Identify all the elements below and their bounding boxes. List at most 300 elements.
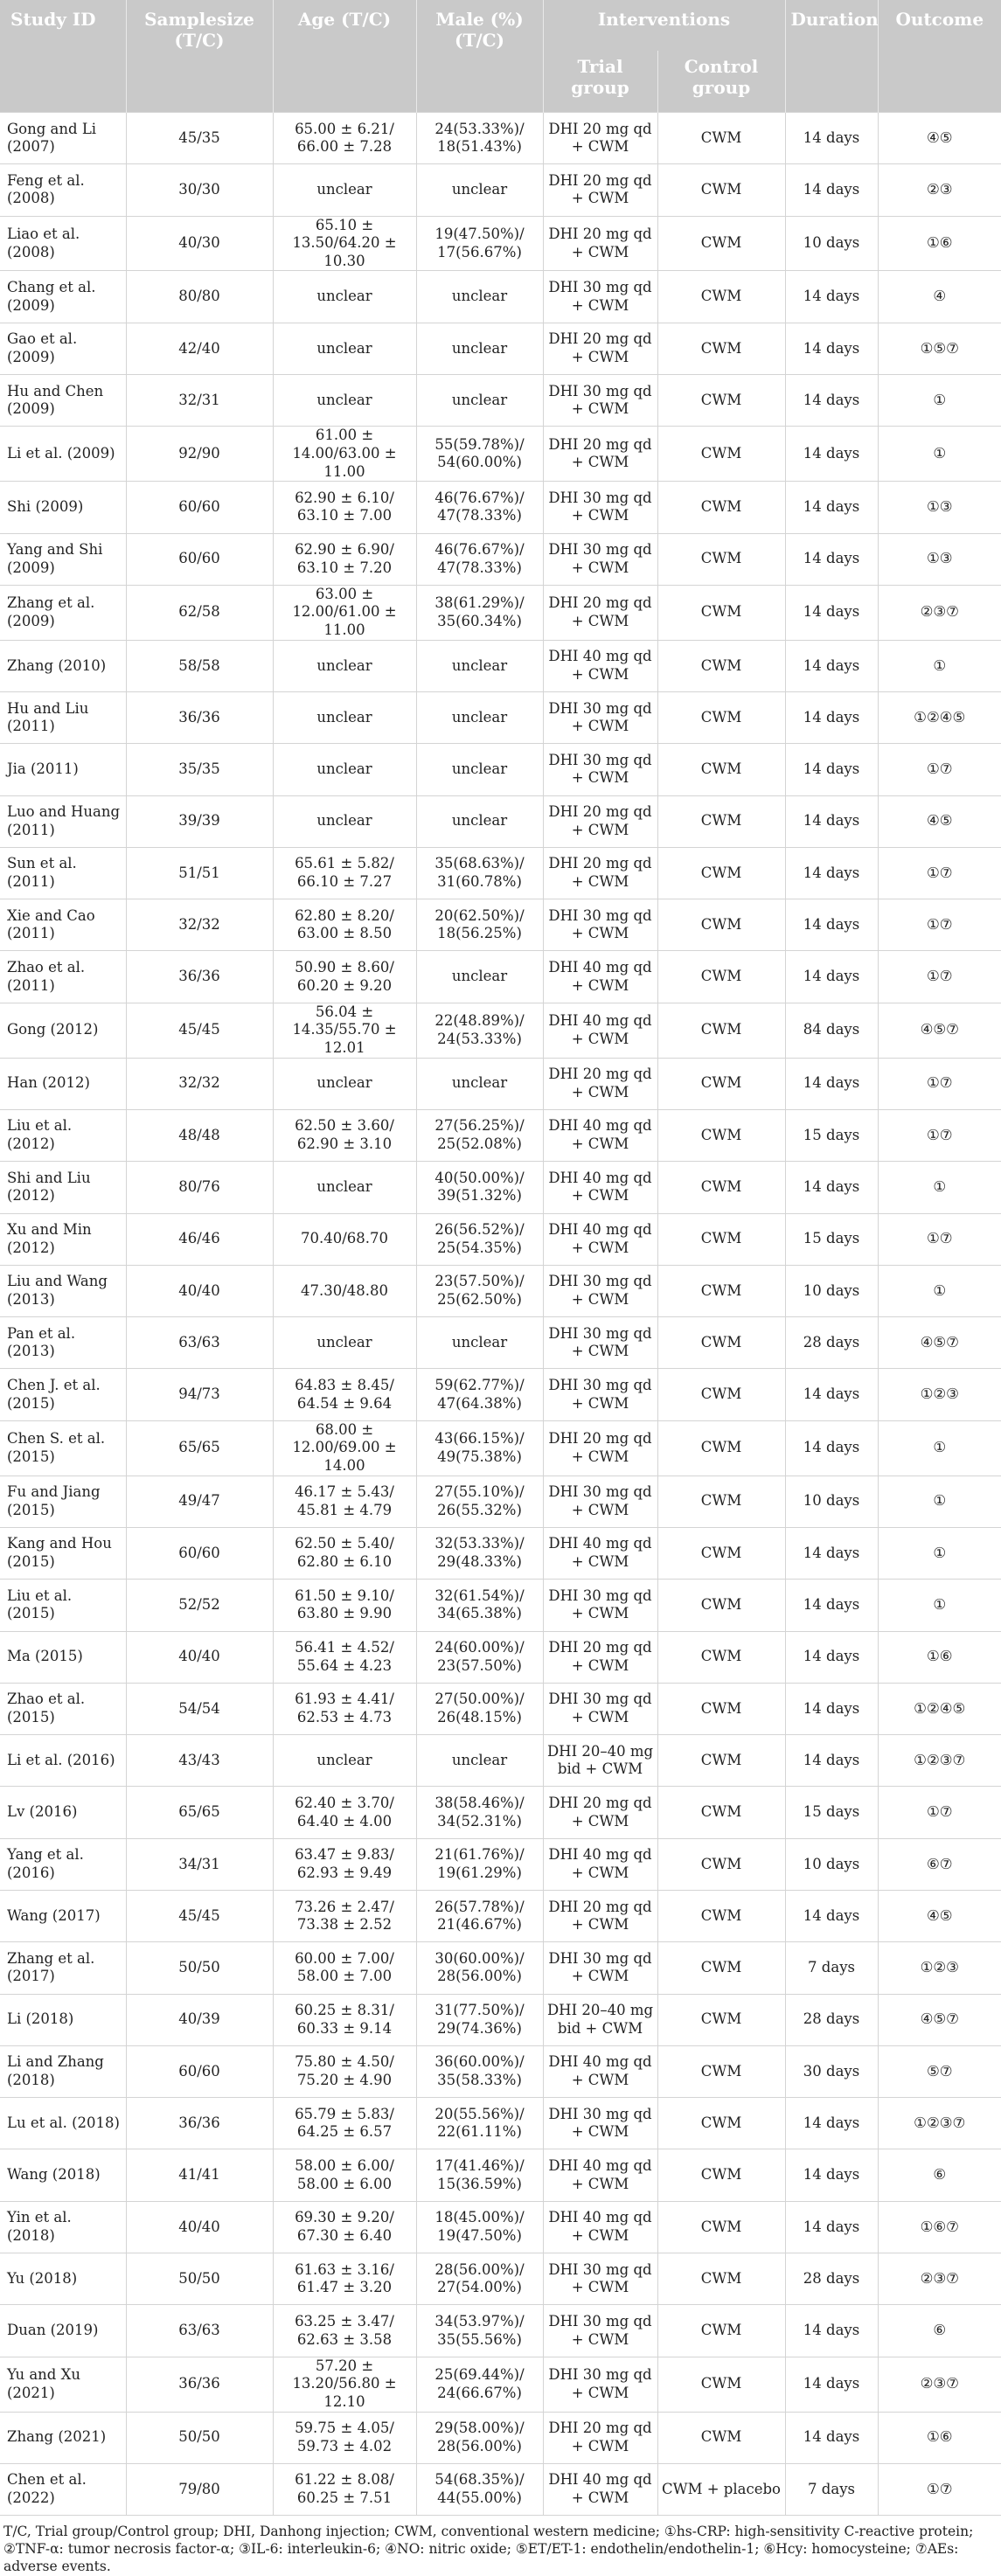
cell-samplesize: 94/73 bbox=[126, 1369, 273, 1420]
cell-male: 23(57.50%)/ 25(62.50%) bbox=[416, 1265, 543, 1316]
cell-outcome: ①⑦ bbox=[878, 2463, 1001, 2515]
cell-samplesize: 42/40 bbox=[126, 323, 273, 374]
cell-male: 22(48.89%)/ 24(53.33%) bbox=[416, 1003, 543, 1058]
cell-study-id: Fu and Jiang (2015) bbox=[0, 1475, 126, 1527]
cell-trial-group: DHI 30 mg qd + CWM bbox=[543, 899, 657, 951]
cell-study-id: Yin et al. (2018) bbox=[0, 2201, 126, 2253]
cell-trial-group: DHI 40 mg qd + CWM bbox=[543, 2045, 657, 2097]
cell-samplesize: 40/30 bbox=[126, 216, 273, 271]
cell-age: 62.50 ± 3.60/ 62.90 ± 3.10 bbox=[273, 1109, 416, 1161]
cell-outcome: ④⑤⑦ bbox=[878, 1003, 1001, 1058]
cell-control-group: CWM bbox=[657, 1003, 785, 1058]
cell-control-group: CWM bbox=[657, 2098, 785, 2149]
cell-samplesize: 65/65 bbox=[126, 1420, 273, 1475]
cell-samplesize: 80/80 bbox=[126, 271, 273, 323]
cell-outcome: ①⑦ bbox=[878, 744, 1001, 795]
table-row bbox=[0, 271, 1001, 323]
table-row bbox=[0, 2357, 1001, 2412]
table-row bbox=[0, 482, 1001, 533]
cell-outcome: ① bbox=[878, 640, 1001, 691]
cell-age: 65.00 ± 6.21/ 66.00 ± 7.28 bbox=[273, 113, 416, 164]
cell-outcome: ① bbox=[878, 1162, 1001, 1213]
cell-outcome: ①⑤⑦ bbox=[878, 323, 1001, 374]
cell-age: 68.00 ± 12.00/69.00 ± 14.00 bbox=[273, 1420, 416, 1475]
cell-duration: 14 days bbox=[785, 375, 878, 427]
cell-age: 60.25 ± 8.31/ 60.33 ± 9.14 bbox=[273, 1994, 416, 2045]
cell-duration: 14 days bbox=[785, 1580, 878, 1631]
cell-trial-group: DHI 30 mg qd + CWM bbox=[543, 1475, 657, 1527]
cell-control-group: CWM bbox=[657, 951, 785, 1003]
cell-study-id: Chang et al. (2009) bbox=[0, 271, 126, 323]
cell-control-group: CWM bbox=[657, 1942, 785, 1994]
cell-samplesize: 50/50 bbox=[126, 2253, 273, 2305]
cell-samplesize: 36/36 bbox=[126, 692, 273, 744]
cell-age: 63.47 ± 9.83/ 62.93 ± 9.49 bbox=[273, 1838, 416, 1890]
cell-control-group: CWM bbox=[657, 427, 785, 482]
cell-study-id: Liao et al. (2008) bbox=[0, 216, 126, 271]
cell-outcome: ⑥ bbox=[878, 2149, 1001, 2201]
cell-male: 27(56.25%)/ 25(52.08%) bbox=[416, 1109, 543, 1161]
cell-samplesize: 60/60 bbox=[126, 2045, 273, 2097]
cell-trial-group: DHI 30 mg qd + CWM bbox=[543, 2098, 657, 2149]
cell-duration: 10 days bbox=[785, 1265, 878, 1316]
cell-duration: 14 days bbox=[785, 2412, 878, 2463]
table-row bbox=[0, 2045, 1001, 2097]
cell-control-group: CWM bbox=[657, 899, 785, 951]
cell-outcome: ④ bbox=[878, 271, 1001, 323]
cell-trial-group: DHI 20 mg qd + CWM bbox=[543, 1787, 657, 1838]
cell-age: 65.79 ± 5.83/ 64.25 ± 6.57 bbox=[273, 2098, 416, 2149]
cell-male: 17(41.46%)/ 15(36.59%) bbox=[416, 2149, 543, 2201]
cell-duration: 14 days bbox=[785, 847, 878, 899]
cell-samplesize: 36/36 bbox=[126, 2357, 273, 2412]
cell-age: unclear bbox=[273, 1317, 416, 1369]
cell-study-id: Pan et al. (2013) bbox=[0, 1317, 126, 1369]
cell-outcome: ④⑤⑦ bbox=[878, 1317, 1001, 1369]
table-row bbox=[0, 1838, 1001, 1890]
cell-control-group: CWM bbox=[657, 1890, 785, 1941]
header-male: Male (%) (T/C) bbox=[416, 0, 543, 113]
cell-male: 24(53.33%)/ 18(51.43%) bbox=[416, 113, 543, 164]
cell-control-group: CWM bbox=[657, 2045, 785, 2097]
cell-outcome: ① bbox=[878, 1475, 1001, 1527]
table-row bbox=[0, 1994, 1001, 2045]
cell-male: 20(55.56%)/ 22(61.11%) bbox=[416, 2098, 543, 2149]
cell-control-group: CWM + placebo bbox=[657, 2463, 785, 2515]
cell-study-id: Chen J. et al. (2015) bbox=[0, 1369, 126, 1420]
cell-trial-group: DHI 30 mg qd + CWM bbox=[543, 1942, 657, 1994]
table-row bbox=[0, 1265, 1001, 1316]
table-row bbox=[0, 1317, 1001, 1369]
cell-study-id: Hu and Liu (2011) bbox=[0, 692, 126, 744]
cell-age: 59.75 ± 4.05/ 59.73 ± 4.02 bbox=[273, 2412, 416, 2463]
cell-male: unclear bbox=[416, 640, 543, 691]
cell-age: 61.63 ± 3.16/ 61.47 ± 3.20 bbox=[273, 2253, 416, 2305]
cell-duration: 14 days bbox=[785, 1890, 878, 1941]
cell-control-group: CWM bbox=[657, 2149, 785, 2201]
cell-study-id: Feng et al. (2008) bbox=[0, 164, 126, 216]
cell-age: 56.41 ± 4.52/ 55.64 ± 4.23 bbox=[273, 1631, 416, 1683]
cell-outcome: ① bbox=[878, 1580, 1001, 1631]
cell-control-group: CWM bbox=[657, 1058, 785, 1109]
cell-male: unclear bbox=[416, 164, 543, 216]
cell-duration: 14 days bbox=[785, 899, 878, 951]
table-row bbox=[0, 1527, 1001, 1579]
cell-age: 47.30/48.80 bbox=[273, 1265, 416, 1316]
cell-samplesize: 43/43 bbox=[126, 1735, 273, 1787]
cell-trial-group: DHI 40 mg qd + CWM bbox=[543, 2149, 657, 2201]
cell-male: 59(62.77%)/ 47(64.38%) bbox=[416, 1369, 543, 1420]
cell-male: 35(68.63%)/ 31(60.78%) bbox=[416, 847, 543, 899]
cell-study-id: Liu and Wang (2013) bbox=[0, 1265, 126, 1316]
cell-samplesize: 48/48 bbox=[126, 1109, 273, 1161]
cell-trial-group: DHI 30 mg qd + CWM bbox=[543, 744, 657, 795]
cell-control-group: CWM bbox=[657, 795, 785, 847]
cell-duration: 14 days bbox=[785, 2098, 878, 2149]
cell-trial-group: DHI 30 mg qd + CWM bbox=[543, 271, 657, 323]
cell-samplesize: 50/50 bbox=[126, 2412, 273, 2463]
cell-age: 60.00 ± 7.00/ 58.00 ± 7.00 bbox=[273, 1942, 416, 1994]
cell-samplesize: 79/80 bbox=[126, 2463, 273, 2515]
cell-age: 62.90 ± 6.10/ 63.10 ± 7.00 bbox=[273, 482, 416, 533]
cell-age: unclear bbox=[273, 1058, 416, 1109]
cell-control-group: CWM bbox=[657, 692, 785, 744]
cell-duration: 14 days bbox=[785, 692, 878, 744]
cell-duration: 14 days bbox=[785, 113, 878, 164]
cell-samplesize: 32/32 bbox=[126, 899, 273, 951]
cell-study-id: Zhang (2021) bbox=[0, 2412, 126, 2463]
cell-study-id: Lu et al. (2018) bbox=[0, 2098, 126, 2149]
table-row bbox=[0, 1787, 1001, 1838]
cell-duration: 15 days bbox=[785, 1109, 878, 1161]
cell-outcome: ⑥⑦ bbox=[878, 1838, 1001, 1890]
table-footnote: T/C, Trial group/Control group; DHI, Danhong injection; CWM, conventional western medicine; ①hs-CRP: high-sensitivity C-reactive protein; ②TNF-α: tumor necrosis factor-α; ③IL-6: interleukin-6; ④NO: nitric oxide; ⑤ET/ET-1: endothelin/endothelin-1; ⑥Hcy: homocysteine; ⑦AEs: adverse events. bbox=[3, 2524, 974, 2575]
cell-outcome: ①②④⑤ bbox=[878, 1683, 1001, 1734]
cell-trial-group: DHI 40 mg qd + CWM bbox=[543, 1003, 657, 1058]
cell-study-id: Wang (2018) bbox=[0, 2149, 126, 2201]
cell-trial-group: DHI 20 mg qd + CWM bbox=[543, 164, 657, 216]
cell-male: unclear bbox=[416, 375, 543, 427]
cell-male: unclear bbox=[416, 271, 543, 323]
cell-control-group: CWM bbox=[657, 1162, 785, 1213]
header-samplesize: Samplesize (T/C) bbox=[126, 0, 273, 113]
cell-control-group: CWM bbox=[657, 585, 785, 640]
cell-study-id: Ma (2015) bbox=[0, 1631, 126, 1683]
cell-control-group: CWM bbox=[657, 1735, 785, 1787]
cell-male: unclear bbox=[416, 1317, 543, 1369]
cell-samplesize: 41/41 bbox=[126, 2149, 273, 2201]
table-row bbox=[0, 1580, 1001, 1631]
cell-outcome: ②③ bbox=[878, 164, 1001, 216]
cell-study-id: Gao et al. (2009) bbox=[0, 323, 126, 374]
cell-study-id: Han (2012) bbox=[0, 1058, 126, 1109]
cell-study-id: Yu and Xu (2021) bbox=[0, 2357, 126, 2412]
cell-trial-group: DHI 20 mg qd + CWM bbox=[543, 216, 657, 271]
cell-control-group: CWM bbox=[657, 847, 785, 899]
table-row bbox=[0, 744, 1001, 795]
cell-male: 36(60.00%)/ 35(58.33%) bbox=[416, 2045, 543, 2097]
cell-age: 46.17 ± 5.43/ 45.81 ± 4.79 bbox=[273, 1475, 416, 1527]
cell-control-group: CWM bbox=[657, 2305, 785, 2357]
cell-trial-group: DHI 20 mg qd + CWM bbox=[543, 795, 657, 847]
cell-outcome: ①②③ bbox=[878, 1942, 1001, 1994]
cell-control-group: CWM bbox=[657, 640, 785, 691]
cell-control-group: CWM bbox=[657, 1683, 785, 1734]
cell-samplesize: 65/65 bbox=[126, 1787, 273, 1838]
cell-outcome: ④⑤ bbox=[878, 795, 1001, 847]
cell-male: unclear bbox=[416, 1058, 543, 1109]
cell-control-group: CWM bbox=[657, 1317, 785, 1369]
cell-age: 63.25 ± 3.47/ 62.63 ± 3.58 bbox=[273, 2305, 416, 2357]
cell-male: 46(76.67%)/ 47(78.33%) bbox=[416, 482, 543, 533]
cell-age: 62.90 ± 6.90/ 63.10 ± 7.20 bbox=[273, 533, 416, 585]
cell-study-id: Wang (2017) bbox=[0, 1890, 126, 1941]
table-row bbox=[0, 2412, 1001, 2463]
cell-trial-group: DHI 30 mg qd + CWM bbox=[543, 1317, 657, 1369]
cell-duration: 14 days bbox=[785, 2201, 878, 2253]
cell-control-group: CWM bbox=[657, 1527, 785, 1579]
cell-male: 31(77.50%)/ 29(74.36%) bbox=[416, 1994, 543, 2045]
cell-samplesize: 32/32 bbox=[126, 1058, 273, 1109]
cell-study-id: Li (2018) bbox=[0, 1994, 126, 2045]
cell-samplesize: 40/40 bbox=[126, 2201, 273, 2253]
cell-duration: 10 days bbox=[785, 216, 878, 271]
cell-samplesize: 62/58 bbox=[126, 585, 273, 640]
cell-trial-group: DHI 20 mg qd + CWM bbox=[543, 1058, 657, 1109]
cell-control-group: CWM bbox=[657, 1420, 785, 1475]
cell-samplesize: 52/52 bbox=[126, 1580, 273, 1631]
cell-age: 58.00 ± 6.00/ 58.00 ± 6.00 bbox=[273, 2149, 416, 2201]
cell-trial-group: DHI 30 mg qd + CWM bbox=[543, 692, 657, 744]
cell-duration: 14 days bbox=[785, 271, 878, 323]
cell-duration: 15 days bbox=[785, 1787, 878, 1838]
cell-trial-group: DHI 30 mg qd + CWM bbox=[543, 1265, 657, 1316]
cell-study-id: Jia (2011) bbox=[0, 744, 126, 795]
cell-trial-group: DHI 30 mg qd + CWM bbox=[543, 2357, 657, 2412]
header-study-id: Study ID bbox=[0, 0, 126, 113]
cell-trial-group: DHI 30 mg qd + CWM bbox=[543, 375, 657, 427]
cell-study-id: Zhao et al. (2011) bbox=[0, 951, 126, 1003]
cell-samplesize: 36/36 bbox=[126, 2098, 273, 2149]
cell-trial-group: DHI 40 mg qd + CWM bbox=[543, 1162, 657, 1213]
cell-outcome: ②③⑦ bbox=[878, 2357, 1001, 2412]
cell-trial-group: DHI 40 mg qd + CWM bbox=[543, 2201, 657, 2253]
cell-male: 26(56.52%)/ 25(54.35%) bbox=[416, 1213, 543, 1265]
cell-outcome: ④⑤⑦ bbox=[878, 1994, 1001, 2045]
cell-samplesize: 40/39 bbox=[126, 1994, 273, 2045]
cell-trial-group: DHI 30 mg qd + CWM bbox=[543, 1369, 657, 1420]
cell-samplesize: 60/60 bbox=[126, 482, 273, 533]
cell-outcome: ①⑦ bbox=[878, 1109, 1001, 1161]
table-row bbox=[0, 951, 1001, 1003]
cell-samplesize: 39/39 bbox=[126, 795, 273, 847]
cell-control-group: CWM bbox=[657, 1838, 785, 1890]
cell-outcome: ②③⑦ bbox=[878, 585, 1001, 640]
header-trial-group: Trial group bbox=[543, 51, 657, 113]
table-row bbox=[0, 164, 1001, 216]
cell-trial-group: DHI 40 mg qd + CWM bbox=[543, 951, 657, 1003]
table-row bbox=[0, 899, 1001, 951]
cell-age: 64.83 ± 8.45/ 64.54 ± 9.64 bbox=[273, 1369, 416, 1420]
cell-outcome: ①⑦ bbox=[878, 1787, 1001, 1838]
cell-outcome: ①⑦ bbox=[878, 847, 1001, 899]
cell-samplesize: 51/51 bbox=[126, 847, 273, 899]
cell-duration: 28 days bbox=[785, 2253, 878, 2305]
cell-study-id: Sun et al. (2011) bbox=[0, 847, 126, 899]
cell-outcome: ①⑦ bbox=[878, 899, 1001, 951]
cell-control-group: CWM bbox=[657, 216, 785, 271]
table-row bbox=[0, 1213, 1001, 1265]
table-row bbox=[0, 1942, 1001, 1994]
table-row bbox=[0, 1735, 1001, 1787]
cell-control-group: CWM bbox=[657, 271, 785, 323]
cell-duration: 14 days bbox=[785, 1683, 878, 1734]
cell-male: 32(61.54%)/ 34(65.38%) bbox=[416, 1580, 543, 1631]
cell-samplesize: 46/46 bbox=[126, 1213, 273, 1265]
cell-study-id: Li and Zhang (2018) bbox=[0, 2045, 126, 2097]
header-outcome: Outcome bbox=[878, 0, 1001, 113]
header-control-group: Control group bbox=[657, 51, 785, 113]
cell-age: unclear bbox=[273, 323, 416, 374]
cell-male: unclear bbox=[416, 951, 543, 1003]
cell-male: 27(55.10%)/ 26(55.32%) bbox=[416, 1475, 543, 1527]
cell-study-id: Zhang et al. (2017) bbox=[0, 1942, 126, 1994]
cell-duration: 84 days bbox=[785, 1003, 878, 1058]
cell-age: 50.90 ± 8.60/ 60.20 ± 9.20 bbox=[273, 951, 416, 1003]
cell-samplesize: 92/90 bbox=[126, 427, 273, 482]
cell-male: 54(68.35%)/ 44(55.00%) bbox=[416, 2463, 543, 2515]
cell-age: 63.00 ± 12.00/61.00 ± 11.00 bbox=[273, 585, 416, 640]
cell-duration: 30 days bbox=[785, 2045, 878, 2097]
cell-age: unclear bbox=[273, 164, 416, 216]
cell-samplesize: 34/31 bbox=[126, 1838, 273, 1890]
cell-age: 61.22 ± 8.08/ 60.25 ± 7.51 bbox=[273, 2463, 416, 2515]
cell-age: 65.61 ± 5.82/ 66.10 ± 7.27 bbox=[273, 847, 416, 899]
cell-study-id: Hu and Chen (2009) bbox=[0, 375, 126, 427]
table-row bbox=[0, 375, 1001, 427]
cell-study-id: Shi and Liu (2012) bbox=[0, 1162, 126, 1213]
cell-male: unclear bbox=[416, 323, 543, 374]
cell-outcome: ①⑥ bbox=[878, 1631, 1001, 1683]
header-duration: Duration bbox=[785, 0, 878, 113]
cell-trial-group: DHI 40 mg qd + CWM bbox=[543, 1109, 657, 1161]
cell-trial-group: DHI 20 mg qd + CWM bbox=[543, 1890, 657, 1941]
cell-duration: 10 days bbox=[785, 1838, 878, 1890]
cell-outcome: ①②③ bbox=[878, 1369, 1001, 1420]
cell-control-group: CWM bbox=[657, 113, 785, 164]
cell-outcome: ①⑥ bbox=[878, 216, 1001, 271]
cell-duration: 14 days bbox=[785, 482, 878, 533]
cell-age: 73.26 ± 2.47/ 73.38 ± 2.52 bbox=[273, 1890, 416, 1941]
cell-study-id: Li et al. (2009) bbox=[0, 427, 126, 482]
cell-age: unclear bbox=[273, 271, 416, 323]
cell-study-id: Luo and Huang (2011) bbox=[0, 795, 126, 847]
header-age: Age (T/C) bbox=[273, 0, 416, 113]
table-row bbox=[0, 2253, 1001, 2305]
cell-duration: 14 days bbox=[785, 427, 878, 482]
cell-duration: 14 days bbox=[785, 1631, 878, 1683]
cell-age: unclear bbox=[273, 795, 416, 847]
cell-control-group: CWM bbox=[657, 1475, 785, 1527]
cell-age: unclear bbox=[273, 640, 416, 691]
table-row bbox=[0, 1890, 1001, 1941]
table-row bbox=[0, 1003, 1001, 1058]
cell-trial-group: DHI 20 mg qd + CWM bbox=[543, 323, 657, 374]
cell-duration: 14 days bbox=[785, 585, 878, 640]
cell-trial-group: DHI 40 mg qd + CWM bbox=[543, 1527, 657, 1579]
cell-age: unclear bbox=[273, 375, 416, 427]
cell-duration: 14 days bbox=[785, 1369, 878, 1420]
table-row bbox=[0, 216, 1001, 271]
table-row bbox=[0, 692, 1001, 744]
cell-control-group: CWM bbox=[657, 744, 785, 795]
cell-control-group: CWM bbox=[657, 1109, 785, 1161]
cell-duration: 14 days bbox=[785, 533, 878, 585]
cell-outcome: ①⑥ bbox=[878, 2412, 1001, 2463]
cell-trial-group: DHI 30 mg qd + CWM bbox=[543, 533, 657, 585]
table-row bbox=[0, 2463, 1001, 2515]
cell-male: 21(61.76%)/ 19(61.29%) bbox=[416, 1838, 543, 1890]
cell-male: 20(62.50%)/ 18(56.25%) bbox=[416, 899, 543, 951]
cell-age: 69.30 ± 9.20/ 67.30 ± 6.40 bbox=[273, 2201, 416, 2253]
cell-age: 62.50 ± 5.40/ 62.80 ± 6.10 bbox=[273, 1527, 416, 1579]
table-header bbox=[0, 0, 1001, 113]
table-row bbox=[0, 640, 1001, 691]
cell-trial-group: DHI 40 mg qd + CWM bbox=[543, 2463, 657, 2515]
cell-duration: 14 days bbox=[785, 1058, 878, 1109]
cell-study-id: Yang and Shi (2009) bbox=[0, 533, 126, 585]
cell-age: 62.80 ± 8.20/ 63.00 ± 8.50 bbox=[273, 899, 416, 951]
table-row bbox=[0, 1420, 1001, 1475]
cell-trial-group: DHI 20 mg qd + CWM bbox=[543, 585, 657, 640]
cell-samplesize: 32/31 bbox=[126, 375, 273, 427]
cell-trial-group: DHI 20 mg qd + CWM bbox=[543, 113, 657, 164]
cell-control-group: CWM bbox=[657, 2253, 785, 2305]
cell-male: 43(66.15%)/ 49(75.38%) bbox=[416, 1420, 543, 1475]
cell-samplesize: 80/76 bbox=[126, 1162, 273, 1213]
cell-study-id: Liu et al. (2015) bbox=[0, 1580, 126, 1631]
cell-duration: 28 days bbox=[785, 1317, 878, 1369]
cell-study-id: Liu et al. (2012) bbox=[0, 1109, 126, 1161]
cell-samplesize: 40/40 bbox=[126, 1265, 273, 1316]
cell-male: 18(45.00%)/ 19(47.50%) bbox=[416, 2201, 543, 2253]
cell-age: 61.00 ± 14.00/63.00 ± 11.00 bbox=[273, 427, 416, 482]
cell-duration: 14 days bbox=[785, 1527, 878, 1579]
cell-male: 55(59.78%)/ 54(60.00%) bbox=[416, 427, 543, 482]
table-row bbox=[0, 1058, 1001, 1109]
cell-trial-group: DHI 20 mg qd + CWM bbox=[543, 1420, 657, 1475]
cell-duration: 14 days bbox=[785, 2149, 878, 2201]
cell-control-group: CWM bbox=[657, 164, 785, 216]
cell-outcome: ④⑤ bbox=[878, 113, 1001, 164]
cell-trial-group: DHI 40 mg qd + CWM bbox=[543, 1838, 657, 1890]
cell-study-id: Shi (2009) bbox=[0, 482, 126, 533]
cell-male: 24(60.00%)/ 23(57.50%) bbox=[416, 1631, 543, 1683]
cell-samplesize: 60/60 bbox=[126, 533, 273, 585]
cell-control-group: CWM bbox=[657, 482, 785, 533]
cell-male: unclear bbox=[416, 744, 543, 795]
cell-outcome: ① bbox=[878, 1420, 1001, 1475]
cell-trial-group: DHI 40 mg qd + CWM bbox=[543, 1213, 657, 1265]
cell-samplesize: 36/36 bbox=[126, 951, 273, 1003]
cell-outcome: ① bbox=[878, 1527, 1001, 1579]
cell-male: 27(50.00%)/ 26(48.15%) bbox=[416, 1683, 543, 1734]
cell-duration: 15 days bbox=[785, 1213, 878, 1265]
cell-control-group: CWM bbox=[657, 1213, 785, 1265]
cell-male: 46(76.67%)/ 47(78.33%) bbox=[416, 533, 543, 585]
cell-male: 25(69.44%)/ 24(66.67%) bbox=[416, 2357, 543, 2412]
cell-duration: 14 days bbox=[785, 323, 878, 374]
